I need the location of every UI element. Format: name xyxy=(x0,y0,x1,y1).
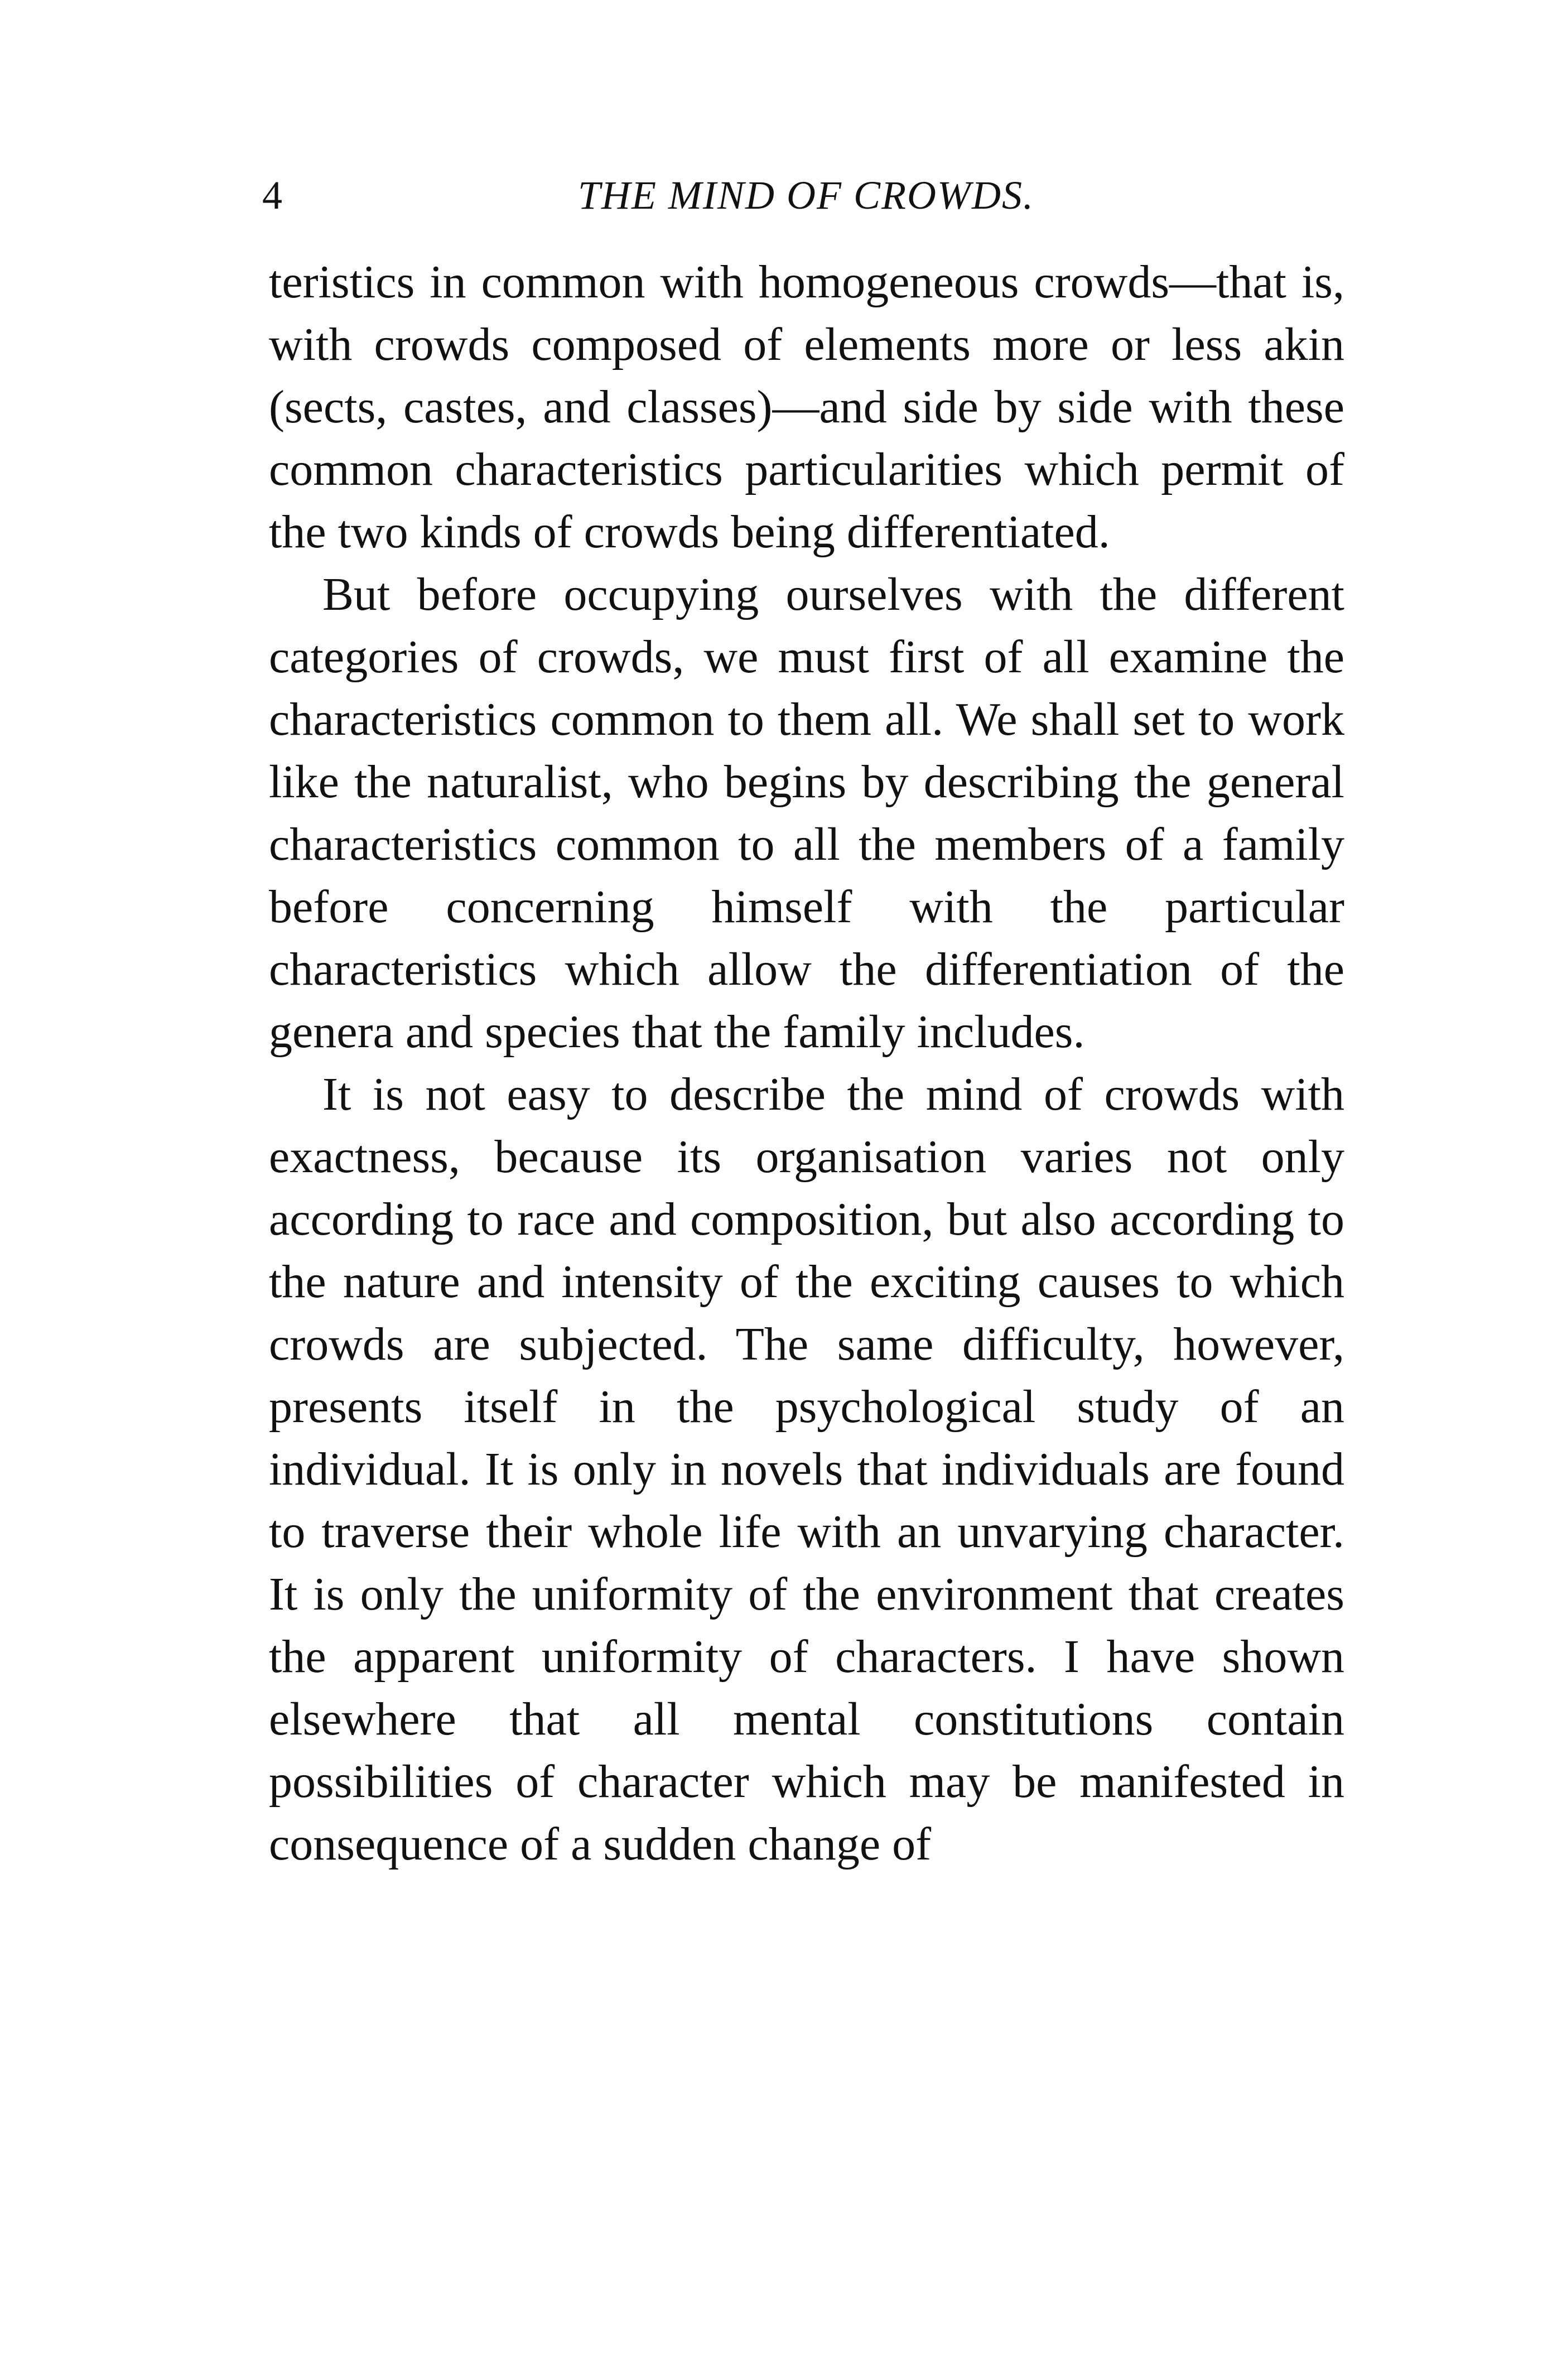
body-text xyxy=(269,251,1344,1876)
running-title: THE MIND OF CROWDS. xyxy=(578,173,1034,218)
page-number: 4 xyxy=(262,173,282,218)
paragraph: But before occupying ourselves with the different categories of crowds, we must first of all examine the characteristics common to them all. We shall set to work like the naturalist, who begins by describing the general characteristics common to all the members of a family before concerning himself with the particular characteristics which allow the differentiation of the genera and species that the family includes. xyxy=(269,568,1344,1058)
running-head xyxy=(262,167,1350,223)
paragraph: It is not easy to describe the mind of crowds with exactness, because its organisation varies not only according to race and composition, but also according to the nature and intensity of the exciting causes to which crowds are subjected. The same difficulty, however, presents itself in the psychological study of an individual. It is only in novels that individuals are found to traverse their whole life with an unvarying character. It is only the uniformity of the environment that creates the apparent uniformity of characters. I have shown elsewhere that all mental constitutions contain possibilities of character which may be manifested in consequence of a sudden change of xyxy=(269,1068,1344,1870)
paragraph-continued: teristics in common with homogeneous crowds—that is, with crowds composed of elements more or less akin (sects, castes, and classes)—and side by side with these common characteristics particularities which permit of the two kinds of crowds being differentiated. xyxy=(269,256,1344,558)
